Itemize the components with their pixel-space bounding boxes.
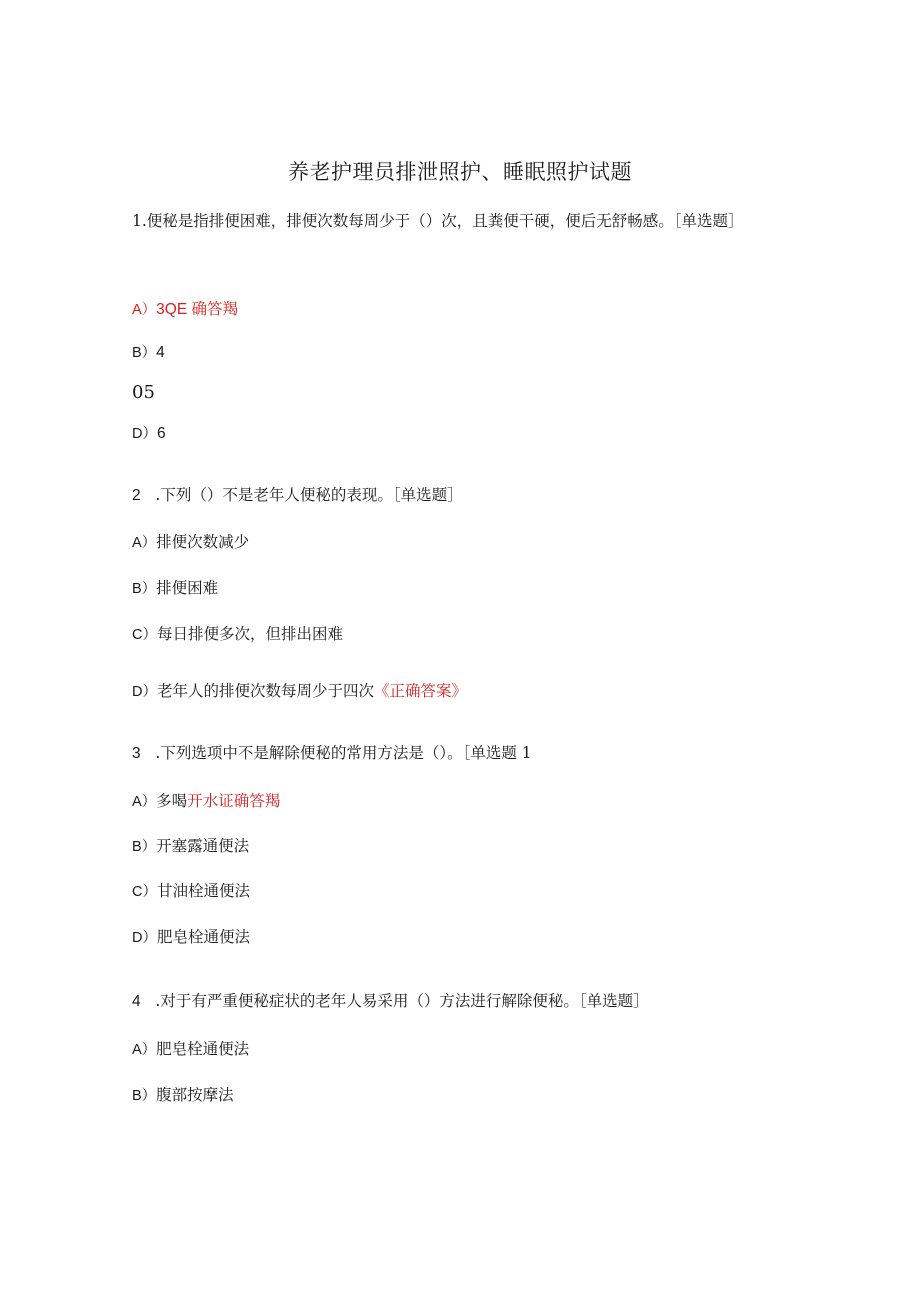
question-body: .对于有严重便秘症状的老年人易采用（）方法进行解除便秘。［单选题］: [155, 992, 649, 1010]
q1-option-d: [132, 422, 166, 443]
option-label: B）: [132, 345, 157, 361]
option-text: 肥皂栓通便法: [156, 928, 250, 946]
option-text: 每日排便多次，但排出困难: [156, 625, 343, 643]
option-text: 排便次数减少: [156, 533, 250, 551]
option-label: A）: [132, 302, 157, 318]
q2-option-c: [132, 622, 343, 644]
q1-option-a: [132, 297, 238, 319]
option-label: A）: [132, 535, 157, 551]
option-text: 3QE 确答羯: [156, 301, 238, 318]
option-text: 腹部按摩法: [156, 1086, 234, 1104]
option-label: C）: [132, 627, 157, 643]
option-label: B）: [132, 581, 157, 597]
question-3-text: [132, 741, 532, 763]
q2-option-d: [132, 679, 467, 701]
q2-option-a: [132, 530, 249, 552]
correct-answer-mark: 开水证确答羯: [187, 793, 281, 810]
q3-option-b: [132, 834, 249, 856]
option-text: 肥皂栓通便法: [156, 1040, 250, 1058]
correct-answer-mark: 《正确答案》: [374, 683, 468, 700]
document-title: 养老护理员排泄照护、睡眠照护试题: [288, 160, 632, 184]
q3-option-a: [132, 789, 280, 811]
question-body: .下列选项中不是解除便秘的常用方法是（）。［单选题 1: [155, 744, 532, 762]
option-label: D）: [132, 684, 157, 700]
q4-option-a: [132, 1037, 249, 1059]
option-text: 05: [132, 382, 155, 403]
q4-option-b: [132, 1083, 234, 1105]
q1-option-c: [132, 382, 155, 403]
option-text: 多喝: [156, 792, 188, 810]
option-label: D）: [132, 426, 157, 442]
question-2-text: [132, 483, 463, 505]
question-number: 3: [132, 745, 141, 762]
q3-option-d: [132, 925, 250, 947]
option-label: D）: [132, 930, 157, 946]
question-number: 2: [132, 487, 141, 504]
option-label: A）: [132, 1042, 157, 1058]
option-text: 6: [156, 425, 166, 442]
question-number: 4: [132, 993, 141, 1010]
q2-option-b: [132, 576, 218, 598]
option-text: 老年人的排便次数每周少于四次: [156, 682, 374, 700]
question-4-text: [132, 989, 649, 1011]
q3-option-c: [132, 879, 250, 901]
q1-option-b: [132, 341, 165, 362]
question-body: .下列（）不是老年人便秘的表现。［单选题］: [155, 486, 463, 504]
option-text: 排便困难: [156, 579, 219, 597]
option-text: 4: [156, 344, 165, 361]
question-1-text: 1.便秘是指排便困难，排便次数每周少于（）次，且粪便干硬，便后无舒畅感。［单选题］: [132, 212, 744, 230]
option-text: 甘油栓通便法: [156, 882, 250, 900]
option-text: 开塞露通便法: [156, 837, 250, 855]
option-label: C）: [132, 884, 157, 900]
option-label: B）: [132, 1088, 157, 1104]
option-label: B）: [132, 839, 157, 855]
option-label: A）: [132, 794, 157, 810]
